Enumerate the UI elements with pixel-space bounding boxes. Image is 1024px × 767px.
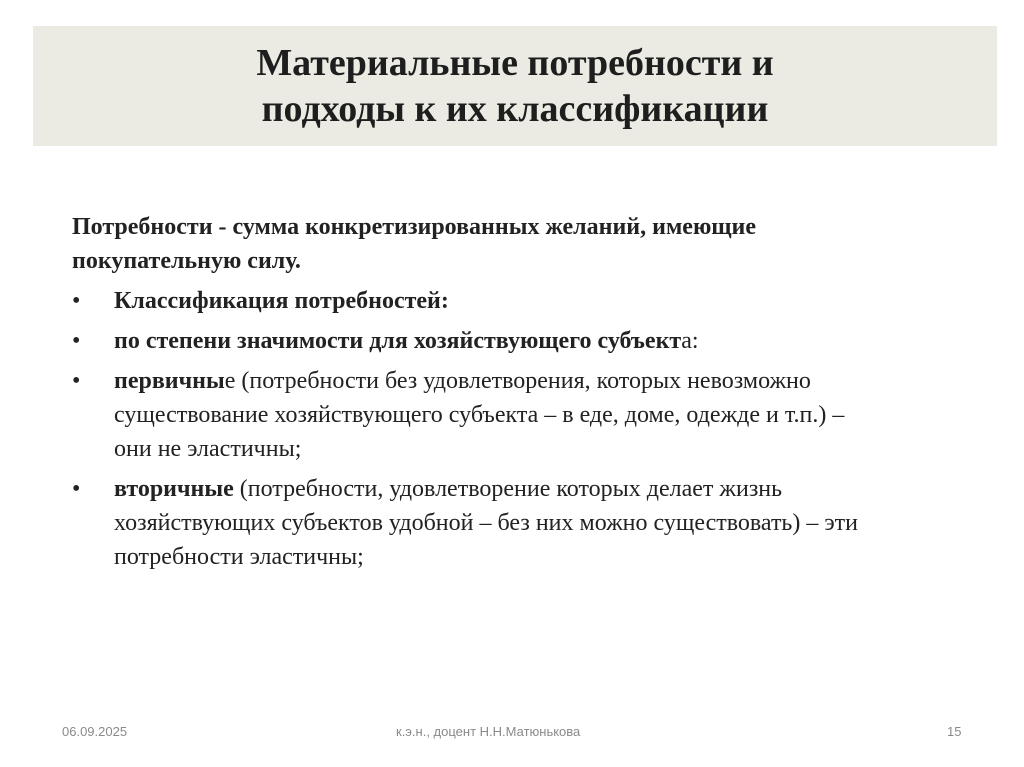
bullet-significance-rest: а: <box>681 328 699 354</box>
slide-title-line-2: подходы к их классификации <box>261 88 769 130</box>
slide-body <box>72 210 1002 580</box>
bullet-secondary-line-3: потребности эластичны; <box>114 544 364 570</box>
bullet-secondary-line-1 <box>114 472 1002 506</box>
bullet-secondary <box>72 472 1002 574</box>
bullet-primary-line-1 <box>114 364 1002 398</box>
bullet-classification <box>72 284 1002 318</box>
footer-page-number: 15 <box>947 724 962 739</box>
bullet-secondary-line-2: хозяйствующих субъектов удобной – без них можно существовать) – эти <box>114 510 858 536</box>
slide-title-line-1: Материальные потребности и <box>256 42 774 84</box>
bullet-primary-line-2: существование хозяйствующего субъекта – в еде, доме, одежде и т.п.) – <box>114 402 845 428</box>
bullet-dot-icon: • <box>72 288 81 314</box>
bullet-dot-icon: • <box>72 328 81 354</box>
bullet-classification-text: Классификация потребностей: <box>114 288 449 314</box>
bullet-significance <box>72 324 1002 358</box>
title-band <box>33 26 997 146</box>
footer-date: 06.09.2025 <box>62 724 128 739</box>
definition-paragraph <box>72 210 1002 278</box>
bullet-significance-bold: по степени значимости для хозяйствующего субъект <box>114 328 682 354</box>
bullet-secondary-rest: (потребности, удовлетворение которых делает жизнь <box>233 476 783 502</box>
bullet-primary <box>72 364 1002 466</box>
bullet-primary-line-3: они не эластичны; <box>114 436 302 462</box>
footer-author: к.э.н., доцент Н.Н.Матюнькова <box>396 724 581 739</box>
definition-line-2: покупательную силу. <box>72 248 301 274</box>
bullet-primary-bold: первичны <box>114 368 225 394</box>
bullet-primary-rest: е (потребности без удовлетворения, которых невозможно <box>224 368 811 394</box>
bullet-list <box>72 284 1002 574</box>
definition-line-1: Потребности - сумма конкретизированных желаний, имеющие <box>72 214 757 240</box>
bullet-dot-icon: • <box>72 368 81 394</box>
bullet-secondary-bold: вторичные <box>114 476 234 502</box>
bullet-dot-icon: • <box>72 476 81 502</box>
